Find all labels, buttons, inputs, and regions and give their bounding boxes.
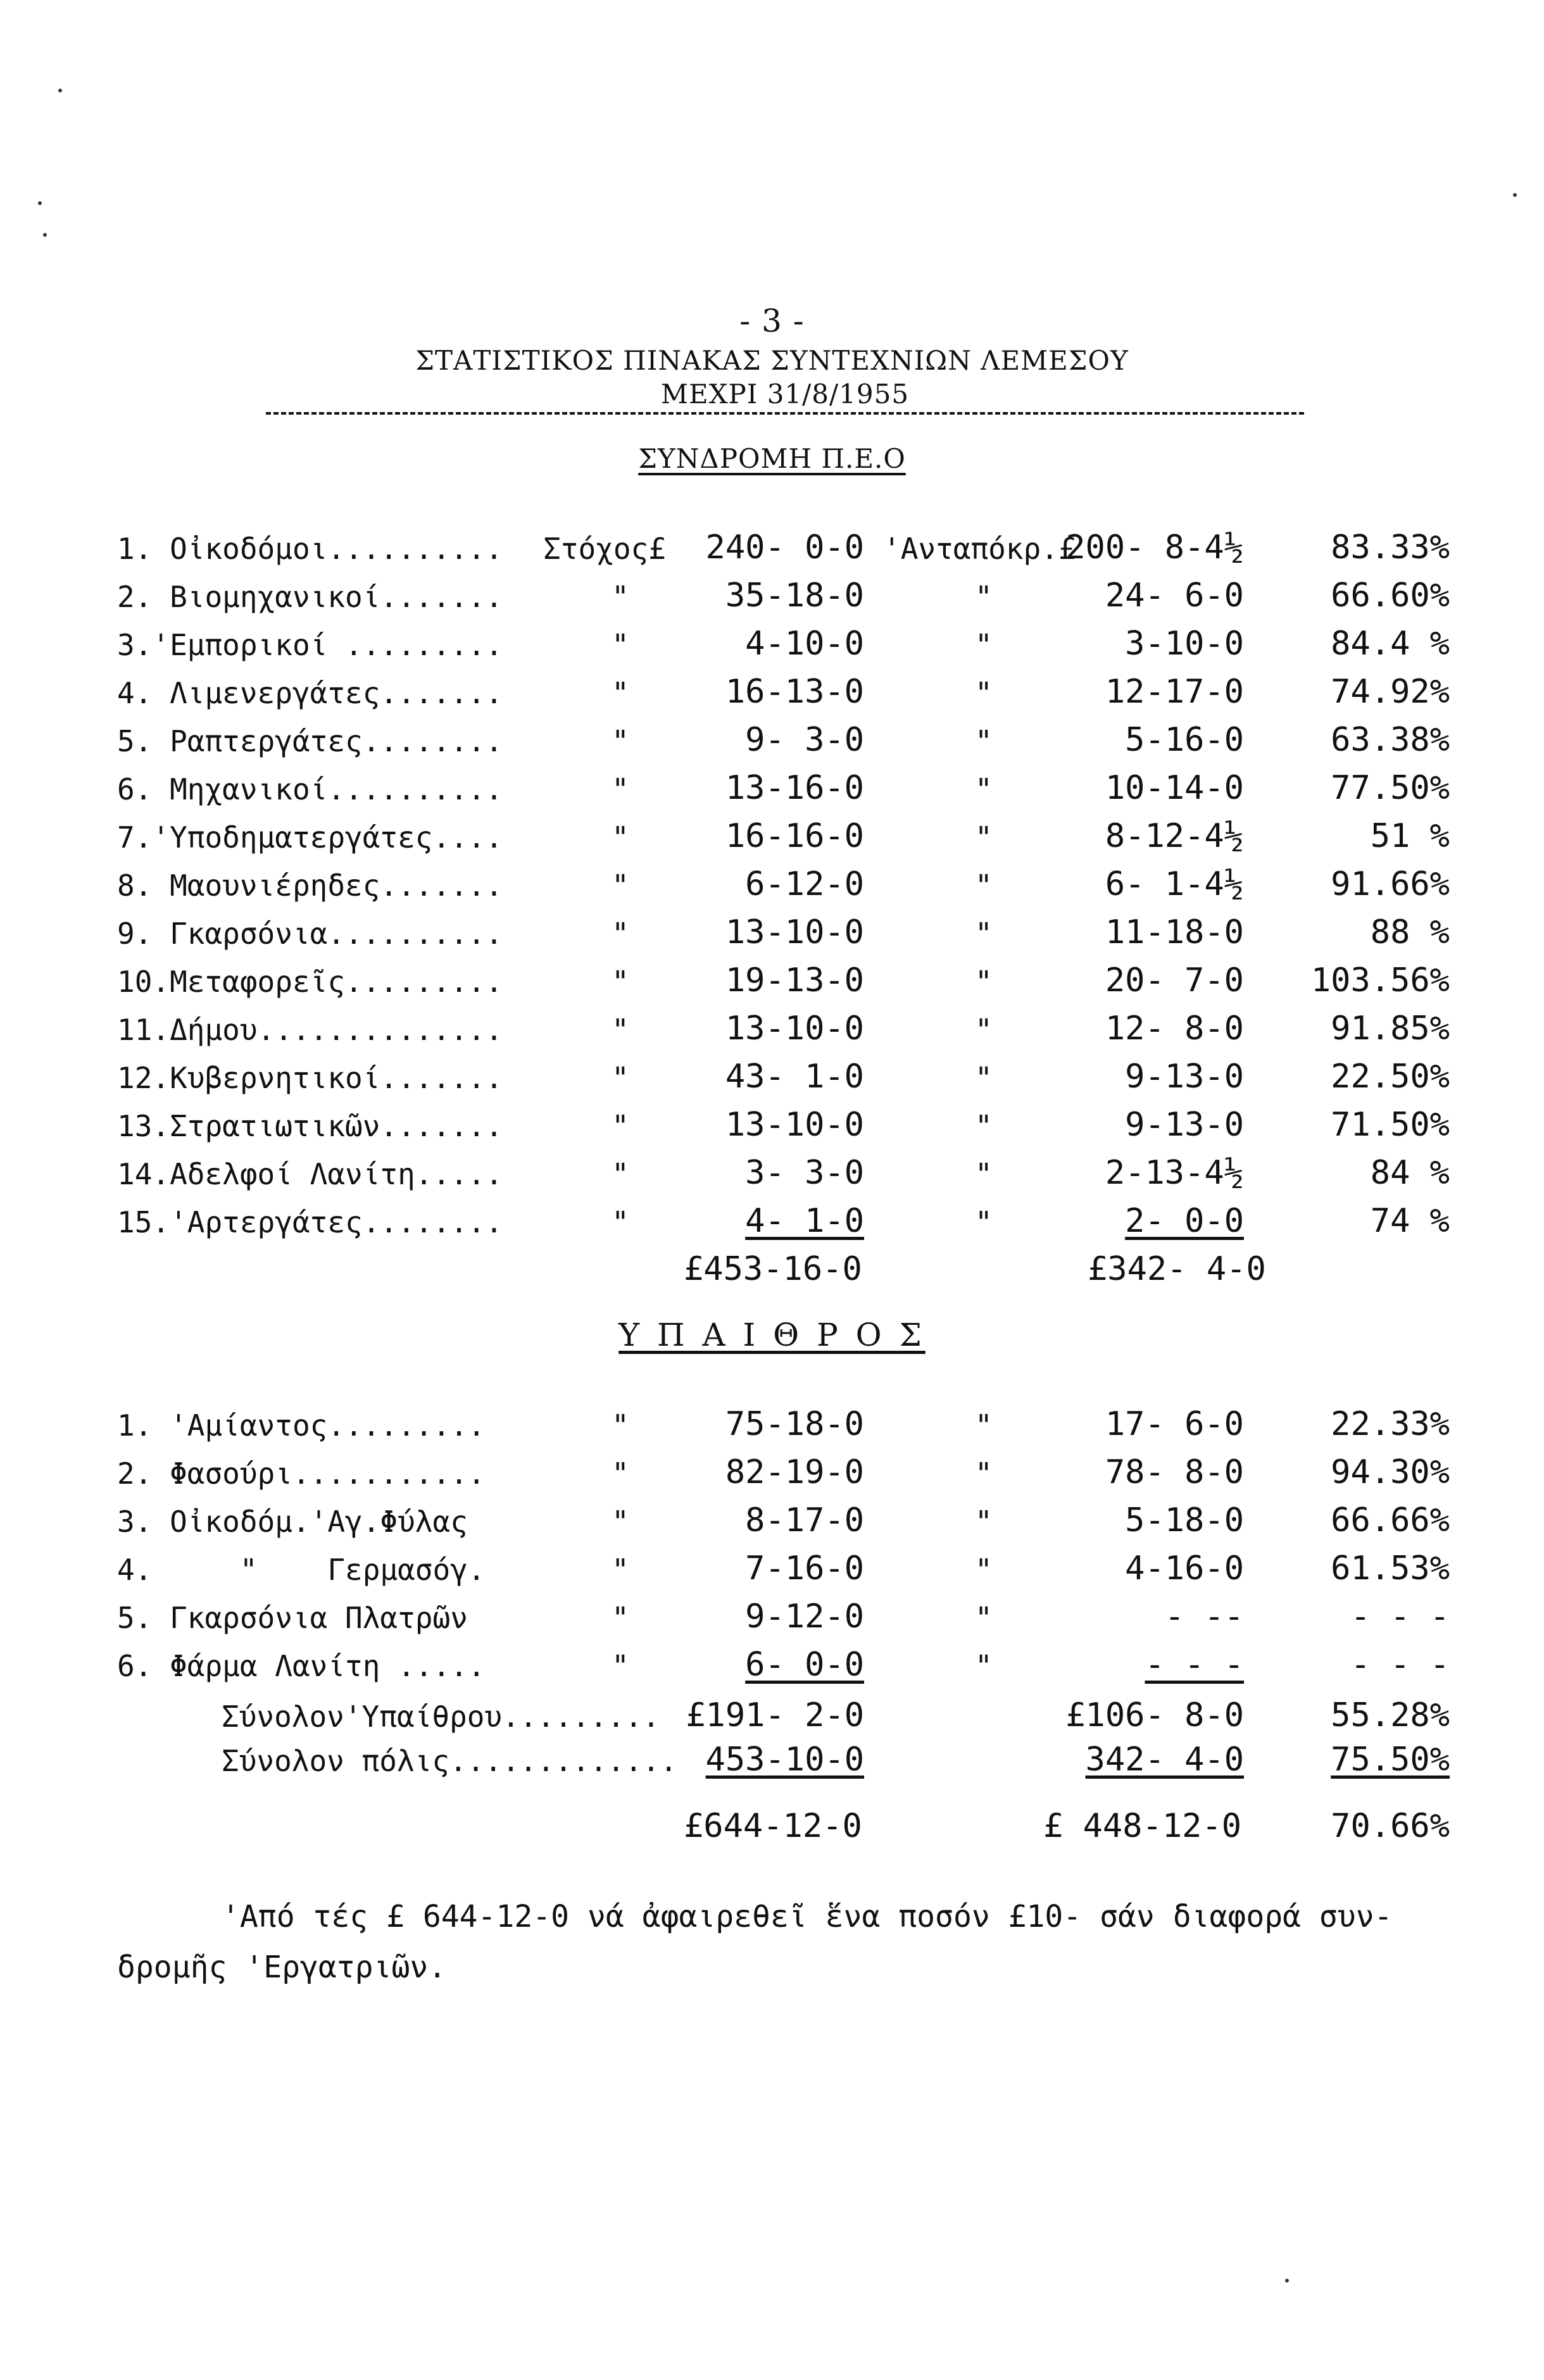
row-target-marker: ": [612, 628, 629, 662]
row-actual: 5-18-0: [1125, 1501, 1244, 1539]
row-actual-marker: ": [975, 1013, 993, 1047]
row-target-marker: Στόχος£: [543, 532, 666, 566]
row-percent: 103.56%: [1310, 961, 1450, 999]
row-actual-marker: ": [975, 868, 993, 903]
row-actual-marker: ": [975, 1601, 993, 1635]
row-name: 4. " Γερμασόγ.: [117, 1553, 486, 1587]
row-name: 5. Γκαρσόνια Πλατρῶν: [117, 1601, 468, 1635]
row-target: 16-13-0: [725, 673, 864, 711]
row-target-marker: ": [612, 1109, 629, 1143]
row-target-marker: ": [612, 1505, 629, 1539]
row-name: 2. Βιομηχανικοί.......: [117, 580, 503, 614]
row-target: 13-10-0: [725, 913, 864, 951]
section-heading-peo: ΣΥΝΔΡΟΜΗ Π.Ε.Ο: [638, 443, 906, 474]
row-actual: 78- 8-0: [1105, 1453, 1244, 1491]
row-percent: 88 %: [1370, 913, 1450, 951]
document-subtitle: ΜΕΧΡΙ 31/8/1955: [266, 379, 1304, 415]
row-target-marker: ": [612, 820, 629, 855]
row-target-marker: ": [612, 724, 629, 758]
row-name: 1. Οἰκοδόμοι..........: [117, 532, 503, 566]
row-target: 240- 0-0: [705, 529, 864, 567]
row-actual: 200- 8-4½: [1065, 529, 1244, 567]
row-target: 8-17-0: [745, 1501, 864, 1539]
row-name: 6. Μηχανικοί..........: [117, 772, 503, 806]
row-percent: 22.50%: [1331, 1058, 1450, 1096]
row-actual: 2-13-4½: [1105, 1154, 1244, 1192]
row-target-marker: ": [612, 1408, 629, 1443]
row-target: 13-10-0: [725, 1010, 864, 1048]
row-target: 7-16-0: [745, 1550, 864, 1588]
row-percent: 74.92%: [1331, 673, 1450, 711]
row-actual-marker: ": [975, 580, 993, 614]
subtotal-town-target: 453-10-0: [705, 1741, 864, 1779]
row-percent: 91.85%: [1331, 1010, 1450, 1048]
row-name: 15.'Αρτεργάτες........: [117, 1205, 503, 1239]
row-target-marker: ": [612, 1553, 629, 1587]
row-target-marker: ": [612, 868, 629, 903]
row-actual: 11-18-0: [1105, 913, 1244, 951]
row-actual-marker: ": [975, 1649, 993, 1683]
row-actual: 2- 0-0: [1125, 1202, 1244, 1240]
row-actual-marker: ": [975, 917, 993, 951]
row-percent: - - -: [1350, 1646, 1450, 1684]
row-actual: 24- 6-0: [1105, 577, 1244, 615]
row-target-marker: ": [612, 1649, 629, 1683]
row-actual: 6- 1-4½: [1105, 865, 1244, 903]
row-target-marker: ": [612, 917, 629, 951]
row-actual: 9-13-0: [1125, 1058, 1244, 1096]
subtotal-rural-pct: 55.28%: [1331, 1696, 1450, 1734]
row-target: 9- 3-0: [745, 721, 864, 759]
row-actual-marker: ": [975, 724, 993, 758]
row-percent: 83.33%: [1331, 529, 1450, 567]
row-percent: 74 %: [1370, 1202, 1450, 1240]
row-percent: 63.38%: [1331, 721, 1450, 759]
row-target-marker: ": [612, 1205, 629, 1239]
row-percent: 71.50%: [1331, 1106, 1450, 1144]
row-percent: - - -: [1350, 1598, 1450, 1636]
row-percent: 77.50%: [1331, 769, 1450, 807]
total-target: £453-16-0: [684, 1250, 862, 1288]
row-name: 1. 'Αμίαντος.........: [117, 1408, 486, 1443]
row-target: 13-10-0: [725, 1106, 864, 1144]
row-target: 4- 1-0: [745, 1202, 864, 1240]
row-actual-marker: ": [975, 676, 993, 710]
row-target-marker: ": [612, 676, 629, 710]
row-target-marker: ": [612, 965, 629, 999]
subtotal-town-pct: 75.50%: [1331, 1741, 1450, 1779]
row-actual: 12-17-0: [1105, 673, 1244, 711]
total-actual: £342- 4-0: [1088, 1250, 1266, 1288]
row-target: 6-12-0: [745, 865, 864, 903]
row-name: 14.Αδελφοί Λανίτη.....: [117, 1157, 503, 1191]
row-percent: 66.66%: [1331, 1501, 1450, 1539]
row-actual: 17- 6-0: [1105, 1405, 1244, 1443]
row-actual-marker: ": [975, 772, 993, 806]
row-actual-marker: ": [975, 1505, 993, 1539]
row-name: 8. Μαουνιέρηδες.......: [117, 868, 503, 903]
row-name: 10.Μεταφορεῖς.........: [117, 965, 503, 999]
row-percent: 61.53%: [1331, 1550, 1450, 1588]
page-number: - 3 -: [739, 303, 805, 339]
row-actual-marker: 'Ανταπόκρ.£: [883, 532, 1076, 566]
row-target-marker: ": [612, 1456, 629, 1491]
scan-speck: [43, 233, 47, 237]
row-target-marker: ": [612, 1013, 629, 1047]
row-target: 82-19-0: [725, 1453, 864, 1491]
document-title: ΣΤΑΤΙΣΤΙΚΟΣ ΠΙΝΑΚΑΣ ΣΥΝΤΕΧΝΙΩΝ ΛΕΜΕΣΟΥ: [415, 345, 1129, 376]
row-actual-marker: ": [975, 1109, 993, 1143]
row-target: 13-16-0: [725, 769, 864, 807]
row-actual: 12- 8-0: [1105, 1010, 1244, 1048]
footnote-line-1: 'Από τές £ 644-12-0 νά ἀφαιρεθεῖ ἕνα ποσόν £10- σάν διαφορά συν-: [222, 1899, 1393, 1934]
scan-speck: [38, 201, 42, 205]
row-actual-marker: ": [975, 1456, 993, 1491]
row-actual-marker: ": [975, 628, 993, 662]
row-actual-marker: ": [975, 1205, 993, 1239]
row-percent: 22.33%: [1331, 1405, 1450, 1443]
row-name: 6. Φάρμα Λανίτη .....: [117, 1649, 486, 1683]
row-target: 16-16-0: [725, 817, 864, 855]
row-target: 19-13-0: [725, 961, 864, 999]
row-actual: 20- 7-0: [1105, 961, 1244, 999]
row-target: 43- 1-0: [725, 1058, 864, 1096]
subtotal-rural-target: £191- 2-0: [686, 1696, 864, 1734]
row-target-marker: ": [612, 772, 629, 806]
row-target: 4-10-0: [745, 625, 864, 663]
row-percent: 84 %: [1370, 1154, 1450, 1192]
row-actual: - - -: [1145, 1646, 1244, 1684]
row-target-marker: ": [612, 580, 629, 614]
row-actual-marker: ": [975, 1553, 993, 1587]
row-actual-marker: ": [975, 820, 993, 855]
row-name: 3.'Εμπορικοί .........: [117, 628, 503, 662]
row-name: 7.'Υποδηματεργάτες....: [117, 820, 503, 855]
row-target: 9-12-0: [745, 1598, 864, 1636]
row-actual: 10-14-0: [1105, 769, 1244, 807]
row-actual-marker: ": [975, 1408, 993, 1443]
row-percent: 51 %: [1370, 817, 1450, 855]
row-name: 13.Στρατιωτικῶν.......: [117, 1109, 503, 1143]
subtotal-town-actual: 342- 4-0: [1085, 1741, 1244, 1779]
row-percent: 84.4 %: [1331, 625, 1450, 663]
row-actual-marker: ": [975, 965, 993, 999]
row-actual: 4-16-0: [1125, 1550, 1244, 1588]
section-heading-rural: Υ Π Α Ι Θ Ρ Ο Σ: [618, 1317, 926, 1353]
row-target-marker: ": [612, 1601, 629, 1635]
subtotal-rural-actual: £106- 8-0: [1065, 1696, 1244, 1734]
row-target: 75-18-0: [725, 1405, 864, 1443]
row-target-marker: ": [612, 1061, 629, 1095]
row-actual: 3-10-0: [1125, 625, 1244, 663]
row-name: 5. Ραπτεργάτες........: [117, 724, 503, 758]
row-name: 11.Δήμου..............: [117, 1013, 503, 1047]
scan-speck: [1285, 2279, 1289, 2283]
row-name: 12.Κυβερνητικοί.......: [117, 1061, 503, 1095]
subtotal-town-label: Σύνολον πόλις.............: [222, 1744, 678, 1778]
row-percent: 94.30%: [1331, 1453, 1450, 1491]
row-name: 9. Γκαρσόνια..........: [117, 917, 503, 951]
row-actual-marker: ": [975, 1157, 993, 1191]
row-name: 4. Λιμενεργάτες.......: [117, 676, 503, 710]
row-target-marker: ": [612, 1157, 629, 1191]
row-actual: 8-12-4½: [1105, 817, 1244, 855]
row-actual: - --: [1164, 1598, 1244, 1636]
grand-total-pct: 70.66%: [1331, 1807, 1450, 1845]
scan-speck: [1513, 193, 1517, 197]
row-target: 3- 3-0: [745, 1154, 864, 1192]
row-percent: 91.66%: [1331, 865, 1450, 903]
row-actual: 9-13-0: [1125, 1106, 1244, 1144]
row-name: 3. Οἰκοδόμ.'Αγ.Φύλας: [117, 1505, 468, 1539]
scan-speck: [58, 89, 62, 92]
grand-total-actual: £ 448-12-0: [1043, 1807, 1242, 1845]
subtotal-rural-label: Σύνολον'Υπαίθρου.........: [222, 1700, 660, 1734]
row-actual: 5-16-0: [1125, 721, 1244, 759]
footnote-line-2: δρομῆς 'Εργατριῶν.: [117, 1950, 447, 1985]
row-name: 2. Φασούρι...........: [117, 1456, 486, 1491]
row-percent: 66.60%: [1331, 577, 1450, 615]
row-actual-marker: ": [975, 1061, 993, 1095]
row-target: 6- 0-0: [745, 1646, 864, 1684]
row-target: 35-18-0: [725, 577, 864, 615]
grand-total-target: £644-12-0: [684, 1807, 862, 1845]
